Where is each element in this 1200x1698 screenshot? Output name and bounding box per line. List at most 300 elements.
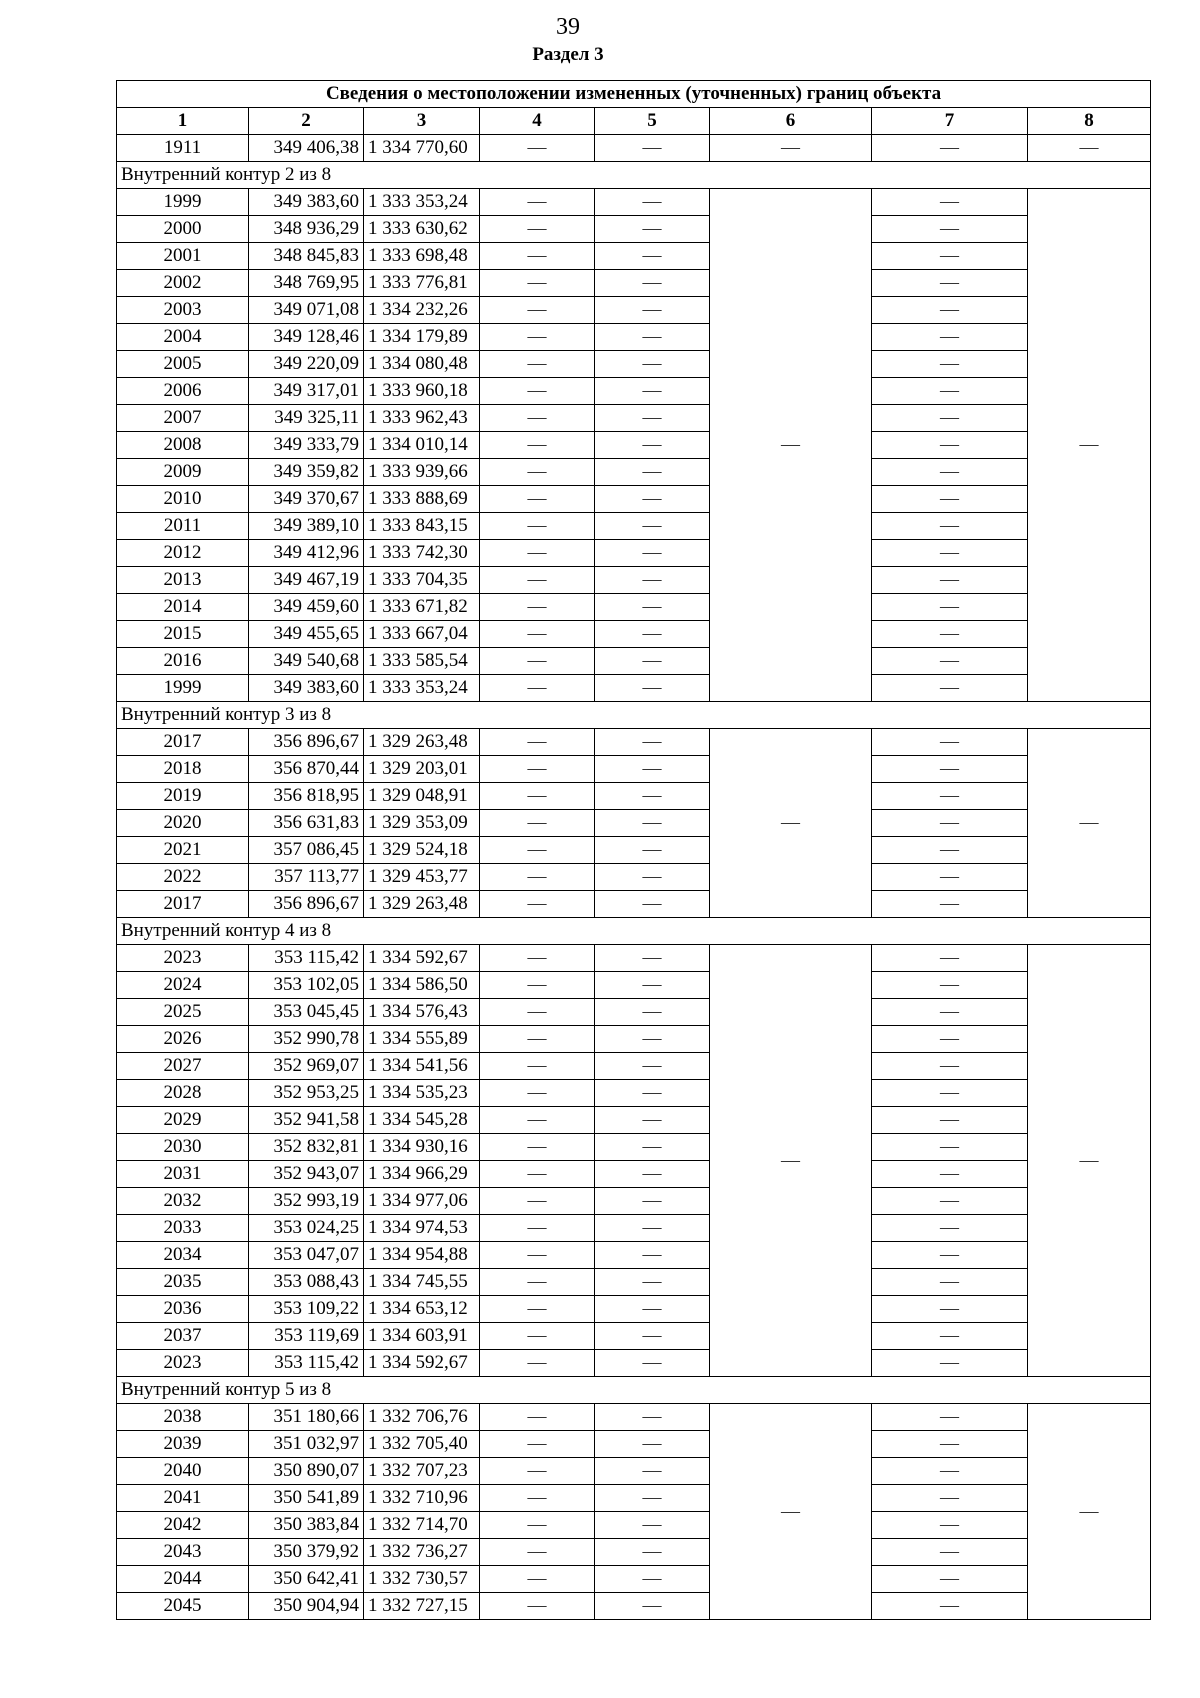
y-coordinate: 1 332 705,40 — [364, 1431, 480, 1458]
empty-value: — — [595, 999, 710, 1026]
x-coordinate: 349 383,60 — [249, 189, 364, 216]
point-number: 2015 — [117, 621, 249, 648]
point-number: 2042 — [117, 1512, 249, 1539]
table-row — [117, 405, 1151, 432]
empty-value: — — [872, 837, 1028, 864]
empty-value: — — [872, 864, 1028, 891]
x-coordinate: 349 359,82 — [249, 459, 364, 486]
x-coordinate: 349 333,79 — [249, 432, 364, 459]
table-row — [117, 567, 1151, 594]
y-coordinate: 1 334 745,55 — [364, 1269, 480, 1296]
empty-value: — — [595, 1053, 710, 1080]
contour-header-row — [117, 162, 1151, 189]
x-coordinate: 349 467,19 — [249, 567, 364, 594]
y-coordinate: 1 333 704,35 — [364, 567, 480, 594]
empty-value: — — [872, 1242, 1028, 1269]
empty-value: — — [595, 891, 710, 918]
y-coordinate: 1 334 232,26 — [364, 297, 480, 324]
empty-value: — — [595, 864, 710, 891]
merged-empty-value: — — [710, 189, 872, 702]
point-number: 2038 — [117, 1404, 249, 1431]
empty-value: — — [872, 1593, 1028, 1620]
x-coordinate: 352 943,07 — [249, 1161, 364, 1188]
merged-empty-value: — — [710, 729, 872, 918]
point-number: 1911 — [117, 135, 249, 162]
empty-value: — — [480, 837, 595, 864]
empty-value: — — [872, 1269, 1028, 1296]
x-coordinate: 352 969,07 — [249, 1053, 364, 1080]
contour-title: Внутренний контур 2 из 8 — [117, 162, 1151, 189]
x-coordinate: 353 119,69 — [249, 1323, 364, 1350]
point-number: 2001 — [117, 243, 249, 270]
x-coordinate: 357 086,45 — [249, 837, 364, 864]
point-number: 2041 — [117, 1485, 249, 1512]
empty-value: — — [480, 216, 595, 243]
table-title: Сведения о местоположении измененных (уточненных) границ объекта — [117, 81, 1151, 108]
empty-value: — — [595, 1566, 710, 1593]
table-row — [117, 432, 1151, 459]
table-row — [117, 297, 1151, 324]
x-coordinate: 353 047,07 — [249, 1242, 364, 1269]
empty-value: — — [480, 675, 595, 702]
y-coordinate: 1 329 263,48 — [364, 891, 480, 918]
empty-value: — — [872, 1458, 1028, 1485]
y-coordinate: 1 329 524,18 — [364, 837, 480, 864]
table-row — [117, 1134, 1151, 1161]
empty-value: — — [480, 1431, 595, 1458]
empty-value: — — [872, 648, 1028, 675]
y-coordinate: 1 334 966,29 — [364, 1161, 480, 1188]
empty-value: — — [480, 1539, 595, 1566]
empty-value: — — [872, 378, 1028, 405]
table-row — [117, 594, 1151, 621]
x-coordinate: 352 993,19 — [249, 1188, 364, 1215]
empty-value: — — [480, 1323, 595, 1350]
table-row — [117, 243, 1151, 270]
point-number: 2010 — [117, 486, 249, 513]
point-number: 1999 — [117, 189, 249, 216]
empty-value: — — [595, 1026, 710, 1053]
table-row — [117, 351, 1151, 378]
empty-value: — — [480, 1053, 595, 1080]
column-header: 6 — [710, 108, 872, 135]
table-row — [117, 378, 1151, 405]
x-coordinate: 352 990,78 — [249, 1026, 364, 1053]
point-number: 2022 — [117, 864, 249, 891]
y-coordinate: 1 333 630,62 — [364, 216, 480, 243]
x-coordinate: 353 024,25 — [249, 1215, 364, 1242]
empty-value: — — [595, 378, 710, 405]
x-coordinate: 349 406,38 — [249, 135, 364, 162]
empty-value: — — [872, 594, 1028, 621]
empty-value: — — [480, 729, 595, 756]
table-row — [117, 864, 1151, 891]
y-coordinate: 1 329 203,01 — [364, 756, 480, 783]
y-coordinate: 1 332 710,96 — [364, 1485, 480, 1512]
y-coordinate: 1 334 080,48 — [364, 351, 480, 378]
table-row — [117, 1431, 1151, 1458]
point-number: 2036 — [117, 1296, 249, 1323]
empty-value: — — [595, 1296, 710, 1323]
empty-value: — — [480, 1404, 595, 1431]
empty-value: — — [595, 1593, 710, 1620]
empty-value: — — [872, 540, 1028, 567]
empty-value: — — [595, 297, 710, 324]
empty-value: — — [480, 243, 595, 270]
empty-value: — — [480, 1134, 595, 1161]
empty-value: — — [480, 324, 595, 351]
empty-value: — — [480, 999, 595, 1026]
point-number: 2044 — [117, 1566, 249, 1593]
point-number: 2017 — [117, 891, 249, 918]
empty-value: — — [480, 945, 595, 972]
table-row — [117, 540, 1151, 567]
empty-value: — — [595, 1215, 710, 1242]
contour-title: Внутренний контур 3 из 8 — [117, 702, 1151, 729]
x-coordinate: 350 379,92 — [249, 1539, 364, 1566]
empty-value: — — [480, 351, 595, 378]
empty-value: — — [480, 756, 595, 783]
y-coordinate: 1 334 592,67 — [364, 1350, 480, 1377]
empty-value: — — [872, 135, 1028, 162]
x-coordinate: 349 459,60 — [249, 594, 364, 621]
empty-value: — — [595, 459, 710, 486]
point-number: 2013 — [117, 567, 249, 594]
empty-value: — — [480, 567, 595, 594]
merged-empty-value: — — [1028, 189, 1151, 702]
empty-value: — — [872, 1080, 1028, 1107]
empty-value: — — [872, 351, 1028, 378]
point-number: 2007 — [117, 405, 249, 432]
empty-value: — — [595, 1107, 710, 1134]
x-coordinate: 352 953,25 — [249, 1080, 364, 1107]
y-coordinate: 1 334 010,14 — [364, 432, 480, 459]
empty-value: — — [480, 486, 595, 513]
empty-value: — — [595, 1350, 710, 1377]
empty-value: — — [872, 1512, 1028, 1539]
contour-header-row — [117, 702, 1151, 729]
point-number: 2032 — [117, 1188, 249, 1215]
empty-value: — — [872, 216, 1028, 243]
x-coordinate: 353 088,43 — [249, 1269, 364, 1296]
empty-value: — — [595, 810, 710, 837]
table-row — [117, 972, 1151, 999]
x-coordinate: 349 317,01 — [249, 378, 364, 405]
empty-value: — — [872, 243, 1028, 270]
x-coordinate: 356 870,44 — [249, 756, 364, 783]
empty-value: — — [480, 1026, 595, 1053]
y-coordinate: 1 334 653,12 — [364, 1296, 480, 1323]
empty-value: — — [480, 972, 595, 999]
y-coordinate: 1 333 585,54 — [364, 648, 480, 675]
empty-value: — — [710, 135, 872, 162]
x-coordinate: 350 890,07 — [249, 1458, 364, 1485]
empty-value: — — [595, 1134, 710, 1161]
y-coordinate: 1 332 714,70 — [364, 1512, 480, 1539]
x-coordinate: 348 845,83 — [249, 243, 364, 270]
point-number: 2045 — [117, 1593, 249, 1620]
empty-value: — — [595, 351, 710, 378]
y-coordinate: 1 329 048,91 — [364, 783, 480, 810]
y-coordinate: 1 329 453,77 — [364, 864, 480, 891]
empty-value: — — [480, 513, 595, 540]
x-coordinate: 349 389,10 — [249, 513, 364, 540]
column-header: 2 — [249, 108, 364, 135]
empty-value: — — [872, 783, 1028, 810]
y-coordinate: 1 332 736,27 — [364, 1539, 480, 1566]
table-row — [117, 1026, 1151, 1053]
x-coordinate: 353 045,45 — [249, 999, 364, 1026]
column-header: 3 — [364, 108, 480, 135]
empty-value: — — [595, 729, 710, 756]
point-number: 2026 — [117, 1026, 249, 1053]
table-row — [117, 1296, 1151, 1323]
x-coordinate: 350 642,41 — [249, 1566, 364, 1593]
point-number: 2024 — [117, 972, 249, 999]
x-coordinate: 351 180,66 — [249, 1404, 364, 1431]
point-number: 2006 — [117, 378, 249, 405]
table-row — [117, 1107, 1151, 1134]
empty-value: — — [595, 1242, 710, 1269]
empty-value: — — [872, 297, 1028, 324]
empty-value: — — [595, 1161, 710, 1188]
section-title: Раздел 3 — [532, 44, 604, 65]
y-coordinate: 1 334 555,89 — [364, 1026, 480, 1053]
x-coordinate: 356 896,67 — [249, 891, 364, 918]
empty-value: — — [595, 837, 710, 864]
empty-value: — — [480, 594, 595, 621]
empty-value: — — [872, 1026, 1028, 1053]
table-row — [117, 1458, 1151, 1485]
table-body — [117, 81, 1151, 1620]
empty-value: — — [480, 459, 595, 486]
empty-value: — — [480, 1512, 595, 1539]
table-row — [117, 216, 1151, 243]
page-number: 39 — [556, 14, 580, 40]
table-row — [117, 1593, 1151, 1620]
merged-empty-value: — — [1028, 729, 1151, 918]
table-row — [117, 1242, 1151, 1269]
empty-value: — — [872, 1485, 1028, 1512]
x-coordinate: 350 904,94 — [249, 1593, 364, 1620]
empty-value: — — [480, 1242, 595, 1269]
empty-value: — — [872, 1188, 1028, 1215]
y-coordinate: 1 333 843,15 — [364, 513, 480, 540]
y-coordinate: 1 333 671,82 — [364, 594, 480, 621]
y-coordinate: 1 334 592,67 — [364, 945, 480, 972]
y-coordinate: 1 333 742,30 — [364, 540, 480, 567]
empty-value: — — [872, 513, 1028, 540]
empty-value: — — [595, 972, 710, 999]
empty-value: — — [872, 1350, 1028, 1377]
x-coordinate: 349 220,09 — [249, 351, 364, 378]
table-row — [117, 810, 1151, 837]
empty-value: — — [480, 1593, 595, 1620]
x-coordinate: 356 896,67 — [249, 729, 364, 756]
contour-title: Внутренний контур 5 из 8 — [117, 1377, 1151, 1404]
y-coordinate: 1 333 353,24 — [364, 189, 480, 216]
empty-value: — — [1028, 135, 1151, 162]
table-row — [117, 135, 1151, 162]
x-coordinate: 349 412,96 — [249, 540, 364, 567]
point-number: 2000 — [117, 216, 249, 243]
empty-value: — — [480, 864, 595, 891]
table-row — [117, 999, 1151, 1026]
empty-value: — — [595, 540, 710, 567]
column-header-row — [117, 108, 1151, 135]
merged-empty-value: — — [1028, 1404, 1151, 1620]
table-row — [117, 1512, 1151, 1539]
empty-value: — — [872, 945, 1028, 972]
empty-value: — — [595, 1080, 710, 1107]
y-coordinate: 1 333 888,69 — [364, 486, 480, 513]
x-coordinate: 350 541,89 — [249, 1485, 364, 1512]
x-coordinate: 349 128,46 — [249, 324, 364, 351]
x-coordinate: 349 455,65 — [249, 621, 364, 648]
empty-value: — — [595, 1485, 710, 1512]
empty-value: — — [872, 432, 1028, 459]
empty-value: — — [872, 189, 1028, 216]
point-number: 2025 — [117, 999, 249, 1026]
empty-value: — — [595, 189, 710, 216]
y-coordinate: 1 334 977,06 — [364, 1188, 480, 1215]
y-coordinate: 1 334 576,43 — [364, 999, 480, 1026]
point-number: 2040 — [117, 1458, 249, 1485]
point-number: 2017 — [117, 729, 249, 756]
y-coordinate: 1 333 939,66 — [364, 459, 480, 486]
empty-value: — — [595, 1539, 710, 1566]
empty-value: — — [872, 1431, 1028, 1458]
table-row — [117, 783, 1151, 810]
y-coordinate: 1 334 586,50 — [364, 972, 480, 999]
empty-value: — — [595, 432, 710, 459]
point-number: 2030 — [117, 1134, 249, 1161]
empty-value: — — [872, 486, 1028, 513]
empty-value: — — [872, 1539, 1028, 1566]
table-row — [117, 1404, 1151, 1431]
contour-header-row — [117, 1377, 1151, 1404]
table-row — [117, 270, 1151, 297]
empty-value: — — [480, 1188, 595, 1215]
empty-value: — — [480, 270, 595, 297]
empty-value: — — [595, 1512, 710, 1539]
y-coordinate: 1 333 667,04 — [364, 621, 480, 648]
table-row — [117, 1188, 1151, 1215]
y-coordinate: 1 334 603,91 — [364, 1323, 480, 1350]
point-number: 2023 — [117, 945, 249, 972]
empty-value: — — [480, 540, 595, 567]
y-coordinate: 1 329 353,09 — [364, 810, 480, 837]
x-coordinate: 348 769,95 — [249, 270, 364, 297]
point-number: 2029 — [117, 1107, 249, 1134]
coordinates-table — [116, 80, 1151, 1620]
empty-value: — — [595, 216, 710, 243]
point-number: 2033 — [117, 1215, 249, 1242]
empty-value: — — [872, 1215, 1028, 1242]
empty-value: — — [595, 648, 710, 675]
empty-value: — — [595, 1431, 710, 1458]
empty-value: — — [595, 1458, 710, 1485]
x-coordinate: 357 113,77 — [249, 864, 364, 891]
table-row — [117, 675, 1151, 702]
x-coordinate: 350 383,84 — [249, 1512, 364, 1539]
merged-empty-value: — — [710, 945, 872, 1377]
x-coordinate: 349 325,11 — [249, 405, 364, 432]
x-coordinate: 352 941,58 — [249, 1107, 364, 1134]
empty-value: — — [480, 297, 595, 324]
table-row — [117, 1485, 1151, 1512]
empty-value: — — [872, 1107, 1028, 1134]
empty-value: — — [480, 135, 595, 162]
table-row — [117, 729, 1151, 756]
empty-value: — — [872, 405, 1028, 432]
empty-value: — — [480, 1296, 595, 1323]
empty-value: — — [480, 1161, 595, 1188]
table-row — [117, 1350, 1151, 1377]
empty-value: — — [480, 621, 595, 648]
x-coordinate: 356 818,95 — [249, 783, 364, 810]
table-row — [117, 1161, 1151, 1188]
y-coordinate: 1 333 698,48 — [364, 243, 480, 270]
x-coordinate: 352 832,81 — [249, 1134, 364, 1161]
point-number: 2035 — [117, 1269, 249, 1296]
empty-value: — — [480, 189, 595, 216]
empty-value: — — [872, 621, 1028, 648]
y-coordinate: 1 332 730,57 — [364, 1566, 480, 1593]
point-number: 2011 — [117, 513, 249, 540]
table-row — [117, 459, 1151, 486]
empty-value: — — [595, 135, 710, 162]
empty-value: — — [872, 324, 1028, 351]
empty-value: — — [595, 513, 710, 540]
empty-value: — — [480, 378, 595, 405]
empty-value: — — [872, 1134, 1028, 1161]
empty-value: — — [480, 1215, 595, 1242]
point-number: 2019 — [117, 783, 249, 810]
empty-value: — — [480, 1566, 595, 1593]
empty-value: — — [595, 1188, 710, 1215]
empty-value: — — [480, 648, 595, 675]
column-header: 4 — [480, 108, 595, 135]
empty-value: — — [595, 756, 710, 783]
table-row — [117, 945, 1151, 972]
x-coordinate: 356 631,83 — [249, 810, 364, 837]
empty-value: — — [872, 1296, 1028, 1323]
empty-value: — — [480, 783, 595, 810]
empty-value: — — [595, 1404, 710, 1431]
y-coordinate: 1 332 727,15 — [364, 1593, 480, 1620]
point-number: 2021 — [117, 837, 249, 864]
point-number: 2008 — [117, 432, 249, 459]
empty-value: — — [480, 1458, 595, 1485]
point-number: 2016 — [117, 648, 249, 675]
column-header: 5 — [595, 108, 710, 135]
x-coordinate: 349 370,67 — [249, 486, 364, 513]
contour-title: Внутренний контур 4 из 8 — [117, 918, 1151, 945]
point-number: 2039 — [117, 1431, 249, 1458]
point-number: 2031 — [117, 1161, 249, 1188]
x-coordinate: 353 115,42 — [249, 1350, 364, 1377]
point-number: 2020 — [117, 810, 249, 837]
table-row — [117, 1269, 1151, 1296]
y-coordinate: 1 332 707,23 — [364, 1458, 480, 1485]
empty-value: — — [595, 621, 710, 648]
point-number: 2037 — [117, 1323, 249, 1350]
table-row — [117, 1053, 1151, 1080]
y-coordinate: 1 333 776,81 — [364, 270, 480, 297]
point-number: 2002 — [117, 270, 249, 297]
empty-value: — — [872, 810, 1028, 837]
